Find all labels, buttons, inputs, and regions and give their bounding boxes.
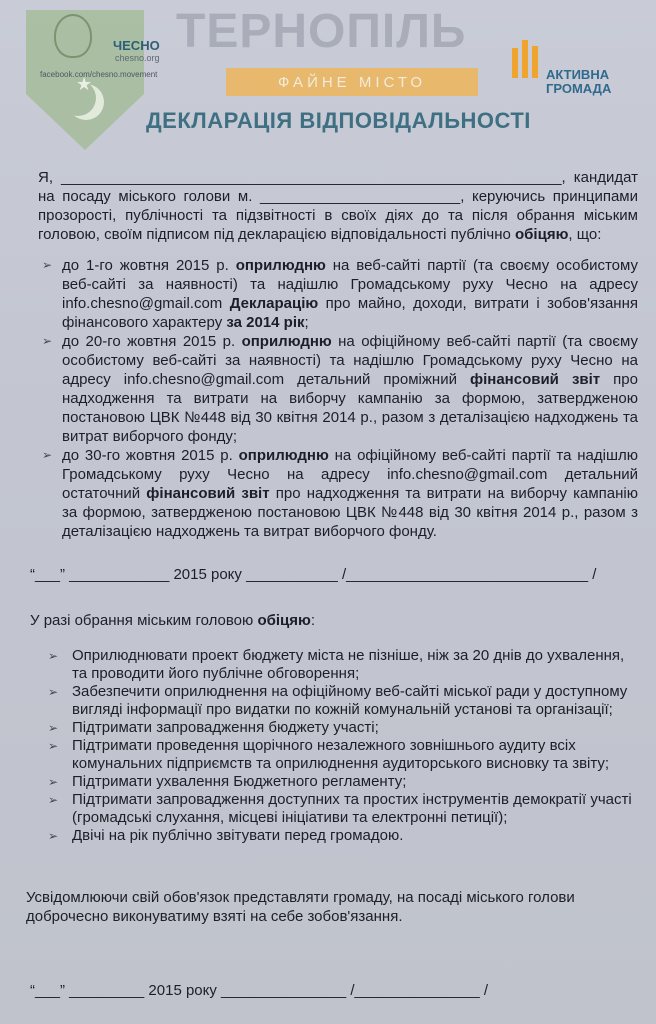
ag-line2: ГРОМАДА: [546, 81, 612, 96]
city-slogan: ФАЙНЕ МІСТО: [226, 68, 478, 96]
pledge-bold: фінансовий звіт: [146, 485, 270, 502]
pledge-text: про майно, доходи, витрати і зобов'язання фінансового характеру: [62, 295, 638, 331]
list-item: [48, 719, 636, 737]
arrow-bullet-icon: ➢: [48, 793, 59, 807]
pledge-bold: оприлюдню: [235, 257, 326, 274]
list-item: [38, 256, 638, 332]
aktyvna-hromada-icon: [512, 40, 542, 80]
chesno-site: chesno.org: [115, 53, 160, 63]
pledge-bold: Декларацію: [229, 295, 319, 312]
section2-title-end: :: [310, 612, 315, 629]
closing-paragraph: Усвідомлюючи свій обов'язок представляти громаду, на посаді міського голови доброчесно виконуватиму взяті на себе зобов'язання.: [26, 889, 575, 925]
pledge-bold: оприлюдню: [238, 447, 329, 464]
signature-line-2[interactable]: “___” _________ 2015 року _______________ /_______________ /: [30, 982, 488, 999]
pledge-text: на офіційному веб-сайті партії та надішлю Громадському руху Чесно на адресу info.chesno@gmail.com детальний остаточний: [62, 447, 638, 502]
arrow-bullet-icon: ➢: [48, 775, 59, 789]
pledge-text: про надходження та витрати на виборчу кампанію за формою, затвердженою постановою ЦВК №448 від 30 квітня 2014 р., разом з деталізацією надходжень та витрат виборчого фонду;: [62, 371, 638, 445]
signature-line-1[interactable]: “___” ____________ 2015 року ___________ /_____________________________ /: [30, 566, 597, 583]
declaration-body: [38, 168, 638, 541]
arrow-bullet-icon: ➢: [48, 739, 59, 753]
star-icon: ★: [76, 74, 93, 94]
pledge-text: на офіційному веб-сайті партії (та своєму особистому веб-сайті за наявності) та надішлю Громадському руху Чесно на адресу info.chesno@gmail.com детальний проміжний: [62, 333, 638, 388]
arrow-bullet-icon: ➢: [48, 829, 59, 843]
pledge-text: на веб-сайті партії (та своєму особистому веб-сайті за наявності) та надішлю Громадському руху Чесно на адресу info.chesno@gmail.com: [62, 257, 638, 312]
pledge-list-2: [48, 647, 636, 845]
intro-paragraph: [38, 168, 638, 244]
list-item: [38, 332, 638, 446]
intro-bold: обіцяю: [515, 226, 569, 243]
pledge2-text: Підтримати запровадження бюджету участі;: [72, 719, 379, 736]
list-item: [48, 683, 636, 719]
pledge-text: до 20-го жовтня 2015 р.: [62, 333, 242, 350]
pledge2-text: Підтримати ухвалення Бюджетного регламенту;: [72, 773, 407, 790]
intro-end: , що:: [568, 226, 602, 243]
city-title: ТЕРНОПІЛЬ: [176, 5, 467, 58]
pledge-text: про надходження та витрати на виборчу кампанію за формою, затвердженою постановою ЦВК №448 від 30 квітня 2014 р., разом з деталізацією надходжень та витрат виборчого фонду.: [62, 485, 639, 540]
pledge2-text: Забезпечити оприлюднення на офіційному веб-сайті міської ради у доступному вигляді інформації про видатки по кожній комунальній установі та організації;: [72, 683, 628, 718]
onion-icon: [54, 14, 92, 58]
arrow-bullet-icon: ➢: [42, 334, 53, 348]
list-item: [48, 827, 636, 845]
intro-text: Я, ____________________________________________________________, кандидат на посаду міського голови м. ________________________, керуючись принципами прозорості, публічності та підзвітності в своїх діях до та після обрання міським головою, своїм підписом під декларацією відповідальності публічно: [38, 169, 638, 243]
section2-title-bold: обіцяю: [257, 612, 311, 629]
list-item: [48, 773, 636, 791]
list-item: [48, 791, 636, 827]
facebook-link-text: facebook.com/chesno.movement: [40, 70, 158, 79]
section2-title-text: У разі обрання міським головою: [30, 612, 258, 629]
ag-line1: АКТИВНА: [546, 67, 610, 82]
arrow-bullet-icon: ➢: [48, 685, 59, 699]
pledge2-text: Підтримати проведення щорічного незалежного зовнішнього аудиту всіх комунальних підприємств та оприлюднення аудиторського висновку та звіту;: [72, 737, 610, 772]
pledge-bold: оприлюдню: [241, 333, 332, 350]
pledge2-text: Оприлюднювати проект бюджету міста не пізніше, ніж за 20 днів до ухвалення, та проводити його публічне обговорення;: [72, 647, 625, 682]
pledge2-text: Двічі на рік публічно звітувати перед громадою.: [72, 827, 404, 844]
page-title: ДЕКЛАРАЦІЯ ВІДПОВІДАЛЬНОСТІ: [146, 108, 531, 133]
arrow-bullet-icon: ➢: [48, 721, 59, 735]
list-item: [48, 737, 636, 773]
list-item: [38, 446, 638, 541]
pledge-text: ;: [304, 314, 309, 331]
pledge-list-1: [38, 256, 638, 541]
arrow-bullet-icon: ➢: [42, 258, 53, 272]
pledge-text: до 30-го жовтня 2015 р.: [62, 447, 239, 464]
pledge-bold: фінансовий звіт: [469, 371, 601, 388]
aktyvna-hromada-title: [546, 68, 611, 96]
chesno-name: ЧЕСНО: [113, 38, 160, 53]
pledge2-text: Підтримати запровадження доступних та простих інструментів демократії участі (громадські слухання, місцеві ініціативи та електронні петиції);: [72, 791, 632, 826]
pledge-bold: за 2014 рік: [226, 314, 305, 331]
pledge-text: до 1-го жовтня 2015 р.: [62, 257, 236, 274]
section2-title: [30, 612, 315, 629]
list-item: [48, 647, 636, 683]
arrow-bullet-icon: ➢: [48, 649, 59, 663]
header: [0, 0, 656, 150]
arrow-bullet-icon: ➢: [42, 448, 53, 462]
